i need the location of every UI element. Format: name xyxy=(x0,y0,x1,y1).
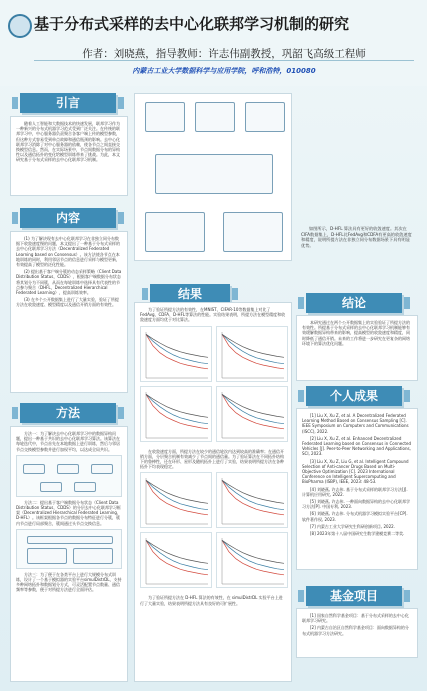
chart-panel xyxy=(216,532,288,588)
chart-axis xyxy=(146,478,208,524)
chart-axis xyxy=(146,332,208,378)
reference-item: [4] 刘晓燕, 许志伟. 基于分布式采样的联邦学习方法[J]. 计算机应用研究, 2022. xyxy=(302,486,408,497)
funding-item: [2] 内蒙古自治区自然科学基金项目：面向数据异构的分布式机器学习方法研究。 xyxy=(302,625,409,636)
diagram-node xyxy=(74,482,96,492)
conclusion-text: 本研究通过在两个公开数据集上的实验验证了所提方法的有效性。所提基于分布式采样的去中心化联邦学习机制能够有效缓解数据异构带来的影响，提高模型的收敛速度和精度，同时降低了通信开销。未来的工作将进一步研究在更复杂的网络环境下的算法优化问题。 xyxy=(302,320,410,346)
reference-item: [8] 2023年第十八届中国研究生数学建模竞赛二等奖. xyxy=(310,531,405,537)
references-box xyxy=(296,408,418,570)
series-line xyxy=(146,334,208,369)
reference-item: [1] Liu X, Xu Z, et al. A Decentralized Federated Learning Method Based on Consensus Sampling [C]. IEEE Symposium on Computers and Communications (ISCC), 2022. xyxy=(302,413,409,434)
results-text-3: 为了验证所提方法在 D-HFL 算法的有效性，在 simulDistrDL 实验平台上进行了大量实验，结果表明所提方法具有良好的可扩展性。 xyxy=(140,595,283,606)
chart-panel xyxy=(140,326,212,382)
conclusion-box xyxy=(296,315,418,381)
university-logo-icon xyxy=(8,14,32,38)
results-box xyxy=(134,302,292,682)
series-line xyxy=(146,541,208,564)
section-title-funding: 基金项目 xyxy=(306,586,402,606)
method-figure-2 xyxy=(16,529,122,569)
chart-panel xyxy=(216,386,288,442)
funding-item: [1] 国家自然科学基金项目：基于分布式采样的去中心化联邦学习研究。 xyxy=(302,613,409,624)
method-item-3: 方法三：为了便于在各类平台上进行大规模分布式训练，设计了一个基于模拟器的实验平台simulDistrDL，支持多种网络拓扑和数据划分方式，可灵活配置节点数量、通信频率等参数，便于对所提方法进行全面评估。 xyxy=(16,571,122,593)
loss-chart xyxy=(141,327,213,383)
reference-item: [7] 内蒙古工业大学研究生科研创新项目, 2022. xyxy=(310,523,395,529)
figure-caption-text: 如图所示，D-HFL 算法具有更好的收敛速度。其次在CIFA数据集上，D-HFL比FedAvg和CDFA有更高的收敛速度和精度，说明所提方法在非独立同分布数据场景下具有明显优势。 xyxy=(301,226,412,248)
poster-title: 基于分布式采样的去中心化联邦学习机制的研究 xyxy=(34,15,350,33)
figure-caption xyxy=(296,222,418,274)
loss-chart xyxy=(141,473,213,529)
results-charts-top xyxy=(140,326,286,446)
series-line xyxy=(146,394,208,417)
chart-axis xyxy=(146,538,208,584)
chart-axis xyxy=(222,392,284,438)
method-item-1: 方法一：为了解决去中心化联邦学习中的数据异构问题，提出一种基于共识的去中心化联邦学习算法。该算法在每轮迭代中，节点首先在本地数据上进行训练，然后与邻居节点交换模型参数并进行加权平均，以达成全局共识。 xyxy=(16,431,120,452)
series-line xyxy=(222,541,284,564)
method-item-2: 方法二：提出基于客户端数据分布状态（Client Data Distribution Status，CDDS）的分层去中心化联邦学习框架（Decentralized Hierarchical Federated Learning，D-HFL）。该框架根据各节点的数据分布特征进行分簇，簇内节点进行局部聚合，簇间通过头节点交换信息。 xyxy=(16,499,121,526)
reference-item: [5] 刘晓燕, 许志伟. 一种面向数据异构的去中心化联邦学习方法[P]. 中国专利, 2023. xyxy=(302,499,411,510)
authors-line: 作者：刘晓燕，指导教师：许志伟副教授，巩韶飞高级工程师 xyxy=(82,48,366,60)
funding-box xyxy=(296,608,418,658)
series-line xyxy=(146,394,208,423)
chart-panel xyxy=(216,472,288,528)
loss-chart xyxy=(141,533,213,589)
series-line xyxy=(222,334,284,357)
loss-chart xyxy=(217,533,289,589)
content-item-2: (2) 提出基于客户端分簇的动态采样策略（Client Data Distribution Status，CDDS），根据客户端数据分布状态将其划分为不同簇，从而在每轮训练中选择具有代表性的节点参与聚合（DHFL，Decentralized Hierarchical Federated Learning），提高训练效率。 xyxy=(16,269,122,296)
series-line xyxy=(222,334,284,369)
section-title-method: 方法 xyxy=(20,403,116,423)
diagram-node xyxy=(155,154,273,194)
diagram-node xyxy=(27,548,67,564)
header xyxy=(0,0,427,86)
loss-chart xyxy=(217,327,289,383)
results-text-1: 为了验证所提方法的有效性，在MNIST、CIFAR-10等数据集上对比了FedAvg、CDFA、D-HFL等算法的性能。实验结果表明，所提方法在模型精度和收敛速度方面均优于对比算法。 xyxy=(140,307,286,323)
series-line xyxy=(146,394,208,429)
diagram-node xyxy=(57,464,79,474)
intro-box xyxy=(10,116,128,196)
series-line xyxy=(146,481,208,504)
chart-panel xyxy=(140,472,212,528)
series-line xyxy=(222,394,284,429)
diagram-node xyxy=(195,102,235,132)
diagram-node xyxy=(27,536,113,544)
loss-chart xyxy=(217,473,289,529)
series-line xyxy=(146,334,208,363)
series-line xyxy=(222,541,284,576)
section-title-conclusion: 结论 xyxy=(306,293,402,313)
reference-item: [6] 刘晓燕, 许志伟. 分布式机器学习模拟实验平台[CP]. 软件著作权, 2023. xyxy=(302,511,408,522)
results-charts-bottom xyxy=(140,472,286,592)
diagram-node xyxy=(145,102,185,132)
content-box xyxy=(10,231,128,393)
diagram-node xyxy=(40,482,62,492)
section-title-references: 个人成果 xyxy=(306,386,402,406)
chart-axis xyxy=(222,332,284,378)
diagram-node xyxy=(73,548,113,564)
chart-panel xyxy=(140,532,212,588)
section-title-intro: 引言 xyxy=(20,93,116,113)
series-line xyxy=(222,541,284,570)
results-text-2: 在收敛速度方面，所提方法在较少的通信轮次内达到较高的准确率；在通信开销方面，分层聚合机制有效减少了节点间的通信量。为了验证算法在不同拓扑结构下的鲁棒性，还在环形、星形及随机拓扑上进行了实验，结果表明所提方法在各种拓扑下均表现稳定。 xyxy=(140,448,284,470)
chart-panel xyxy=(216,326,288,382)
series-line xyxy=(222,394,284,417)
framework-figure xyxy=(134,93,292,261)
chart-panel xyxy=(140,386,212,442)
chart-axis xyxy=(222,478,284,524)
section-title-results: 结果 xyxy=(150,284,230,304)
series-line xyxy=(222,334,284,363)
series-line xyxy=(146,541,208,570)
series-line xyxy=(146,541,208,576)
diagram-node xyxy=(223,212,283,252)
series-line xyxy=(222,394,284,423)
series-line xyxy=(146,481,208,516)
chart-axis xyxy=(222,538,284,584)
section-title-content: 内容 xyxy=(20,208,116,228)
method-box xyxy=(10,426,128,682)
intro-text: 随着人工智能和大数据技术的快速发展，联邦学习作为一种新兴的分布式机器学习范式受到广泛关注。在传统的联邦学习中，中心服务器负责聚合各客户端上传的模型参数，但这种方式容易受到单点故障和通信瓶颈的影响。去中心化联邦学习消除了对中心服务器的依赖，使各节点之间直接交换模型信息。然而，在实际场景中，节点间数据分布的异构性以及通信拓扑的变化给模型训练带来了挑战。为此，本文研究基于分布式采样的去中心化联邦学习机制。 xyxy=(16,121,120,163)
affiliation-line: 内蒙古工业大学数据科学与应用学院，呼和浩特，010080 xyxy=(132,67,316,75)
content-item-3: (3) 在多个公开数据集上进行了大量实验，验证了所提方法在收敛速度、模型精度以及通信开销方面的有效性。 xyxy=(16,297,119,308)
series-line xyxy=(222,481,284,510)
series-line xyxy=(146,481,208,510)
diagram-node xyxy=(23,464,45,474)
reference-item: [3] Liu X, Xu Z, Liu G, et al. Intelligent Compound Selection of Anti-cancer Drugs Based on Multi-Objective Optimization [C]. 2023 International Conference on Intelligent Supercomputing and BioPharma (ISBP), IEEE, 2023: 48-53. xyxy=(302,458,409,485)
method-figure-1 xyxy=(16,455,122,497)
loss-chart xyxy=(217,387,289,443)
diagram-node xyxy=(145,212,205,252)
chart-axis xyxy=(146,392,208,438)
series-line xyxy=(222,481,284,516)
diagram-node xyxy=(245,102,285,132)
reference-item: [2] Liu X, Xu Z, et al. Enhanced Decentralized Federated Learning based on Consensus in Connected Vehicles [J]. Peer-to-Peer Networking and Applications, SCI, 2023. xyxy=(302,435,412,457)
content-item-1: (1) 为了解决现有去中心化联邦学习在非独立同分布数据下收敛速度慢的问题，本文提出了一种基于分布式采样的去中心化联邦学习方法（Decentralized Federated Learning based on Consensus）。该方法使各节点在本地训练的同时，利用邻居节点的信息进行采样与模型更新，有效提高了模型的泛化性能。 xyxy=(16,236,120,268)
series-line xyxy=(146,334,208,357)
diagram-node xyxy=(91,464,113,474)
loss-chart xyxy=(141,387,213,443)
series-line xyxy=(222,481,284,504)
